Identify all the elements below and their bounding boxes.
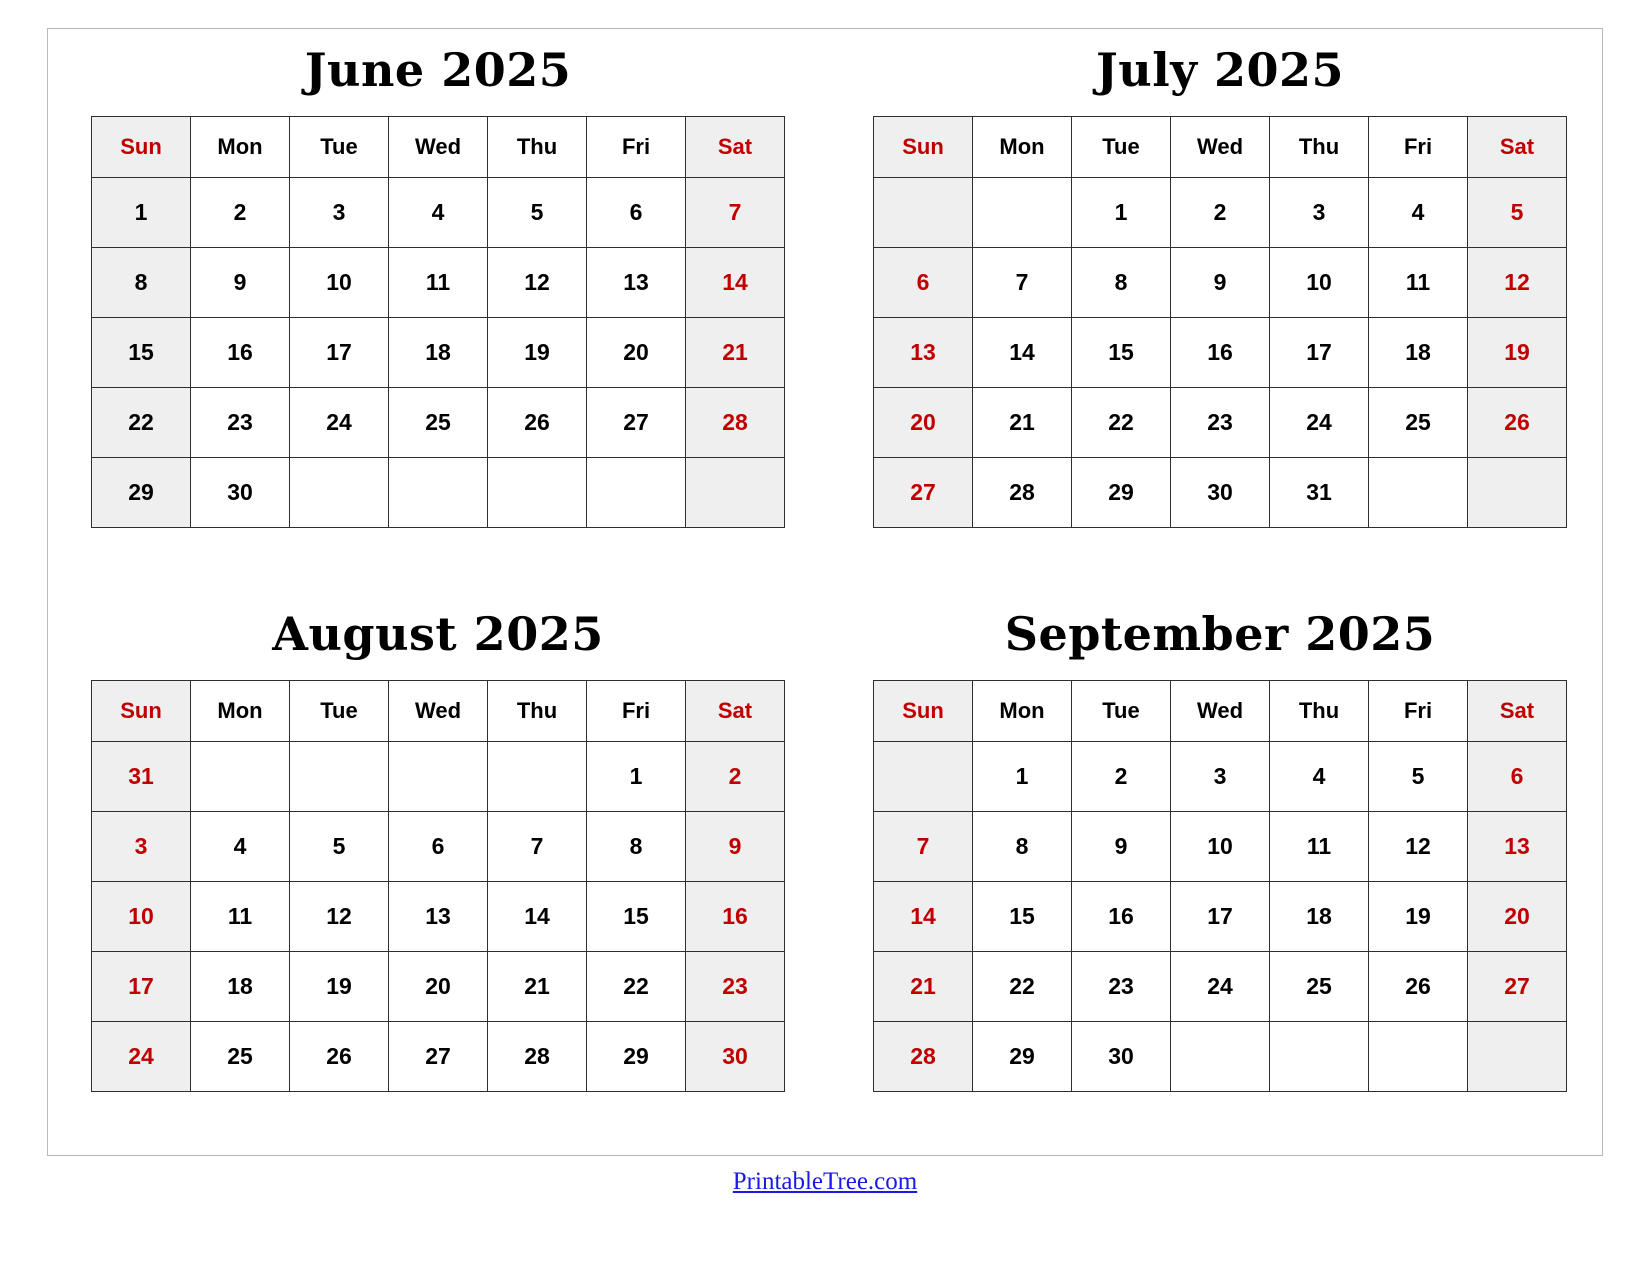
day-cell: 20 bbox=[389, 952, 488, 1022]
day-cell: 1 bbox=[1072, 178, 1171, 248]
footer-website-link[interactable]: PrintableTree.com bbox=[732, 1168, 918, 1195]
weekday-header-mon: Mon bbox=[973, 117, 1072, 178]
day-cell: 21 bbox=[488, 952, 587, 1022]
day-cell: 3 bbox=[1171, 742, 1270, 812]
day-cell bbox=[973, 178, 1072, 248]
weekday-header-tue: Tue bbox=[1072, 681, 1171, 742]
weekday-header-sat: Sat bbox=[1468, 117, 1567, 178]
day-cell: 16 bbox=[1171, 318, 1270, 388]
week-row bbox=[92, 178, 785, 248]
day-cell: 9 bbox=[1171, 248, 1270, 318]
day-cell: 13 bbox=[587, 248, 686, 318]
day-cell: 11 bbox=[1270, 812, 1369, 882]
calendar-table-september bbox=[873, 680, 1567, 1092]
weekday-header-fri: Fri bbox=[587, 681, 686, 742]
week-row bbox=[874, 952, 1567, 1022]
day-cell: 3 bbox=[1270, 178, 1369, 248]
week-row bbox=[874, 388, 1567, 458]
weekday-header-sat: Sat bbox=[686, 117, 785, 178]
day-cell: 31 bbox=[92, 742, 191, 812]
day-cell: 19 bbox=[1369, 882, 1468, 952]
day-cell bbox=[587, 458, 686, 528]
day-cell: 23 bbox=[1171, 388, 1270, 458]
day-cell: 29 bbox=[973, 1022, 1072, 1092]
weekday-header-thu: Thu bbox=[488, 117, 587, 178]
day-cell: 24 bbox=[1171, 952, 1270, 1022]
weekday-header-mon: Mon bbox=[191, 117, 290, 178]
day-cell: 12 bbox=[488, 248, 587, 318]
day-cell: 17 bbox=[92, 952, 191, 1022]
week-row bbox=[874, 1022, 1567, 1092]
weekday-header-row bbox=[874, 681, 1567, 742]
week-row bbox=[92, 318, 785, 388]
day-cell: 13 bbox=[874, 318, 973, 388]
day-cell: 21 bbox=[973, 388, 1072, 458]
day-cell: 20 bbox=[587, 318, 686, 388]
weekday-header-sun: Sun bbox=[874, 681, 973, 742]
weekday-header-mon: Mon bbox=[191, 681, 290, 742]
month-block-july bbox=[829, 28, 1611, 592]
day-cell: 6 bbox=[587, 178, 686, 248]
day-cell bbox=[290, 458, 389, 528]
day-cell: 29 bbox=[92, 458, 191, 528]
day-cell: 22 bbox=[92, 388, 191, 458]
day-cell: 19 bbox=[290, 952, 389, 1022]
weekday-header-fri: Fri bbox=[1369, 681, 1468, 742]
day-cell: 5 bbox=[1369, 742, 1468, 812]
day-cell: 14 bbox=[488, 882, 587, 952]
day-cell: 7 bbox=[874, 812, 973, 882]
month-title: September 2025 bbox=[1004, 607, 1436, 661]
weekday-header-thu: Thu bbox=[1270, 681, 1369, 742]
day-cell: 10 bbox=[1270, 248, 1369, 318]
day-cell: 30 bbox=[191, 458, 290, 528]
day-cell: 9 bbox=[191, 248, 290, 318]
day-cell: 16 bbox=[686, 882, 785, 952]
months-grid bbox=[47, 28, 1603, 1156]
weekday-header-sun: Sun bbox=[92, 681, 191, 742]
day-cell: 29 bbox=[587, 1022, 686, 1092]
day-cell bbox=[1369, 1022, 1468, 1092]
weekday-header-tue: Tue bbox=[1072, 117, 1171, 178]
week-row bbox=[874, 882, 1567, 952]
day-cell: 23 bbox=[686, 952, 785, 1022]
day-cell: 20 bbox=[1468, 882, 1567, 952]
day-cell: 30 bbox=[686, 1022, 785, 1092]
week-row bbox=[874, 248, 1567, 318]
week-row bbox=[92, 812, 785, 882]
day-cell: 14 bbox=[686, 248, 785, 318]
day-cell: 17 bbox=[290, 318, 389, 388]
day-cell: 22 bbox=[587, 952, 686, 1022]
day-cell: 18 bbox=[389, 318, 488, 388]
weekday-header-tue: Tue bbox=[290, 117, 389, 178]
day-cell: 16 bbox=[191, 318, 290, 388]
day-cell: 28 bbox=[488, 1022, 587, 1092]
day-cell: 1 bbox=[973, 742, 1072, 812]
day-cell: 4 bbox=[191, 812, 290, 882]
calendar-table-august bbox=[91, 680, 785, 1092]
day-cell: 15 bbox=[973, 882, 1072, 952]
month-title: June 2025 bbox=[304, 43, 572, 97]
day-cell: 7 bbox=[973, 248, 1072, 318]
day-cell bbox=[389, 742, 488, 812]
day-cell: 25 bbox=[389, 388, 488, 458]
day-cell: 8 bbox=[587, 812, 686, 882]
day-cell: 12 bbox=[290, 882, 389, 952]
weekday-header-sun: Sun bbox=[874, 117, 973, 178]
day-cell: 17 bbox=[1270, 318, 1369, 388]
week-row bbox=[874, 178, 1567, 248]
day-cell: 25 bbox=[1270, 952, 1369, 1022]
weekday-header-wed: Wed bbox=[1171, 681, 1270, 742]
day-cell: 1 bbox=[92, 178, 191, 248]
day-cell: 6 bbox=[874, 248, 973, 318]
day-cell: 27 bbox=[1468, 952, 1567, 1022]
week-row bbox=[92, 1022, 785, 1092]
day-cell bbox=[1468, 458, 1567, 528]
day-cell: 28 bbox=[686, 388, 785, 458]
day-cell bbox=[1369, 458, 1468, 528]
day-cell: 18 bbox=[1270, 882, 1369, 952]
day-cell bbox=[874, 178, 973, 248]
week-row bbox=[92, 882, 785, 952]
day-cell: 13 bbox=[1468, 812, 1567, 882]
weekday-header-row bbox=[874, 117, 1567, 178]
day-cell: 7 bbox=[488, 812, 587, 882]
weekday-header-row bbox=[92, 681, 785, 742]
day-cell: 26 bbox=[1468, 388, 1567, 458]
day-cell: 11 bbox=[1369, 248, 1468, 318]
week-row bbox=[874, 742, 1567, 812]
day-cell: 6 bbox=[389, 812, 488, 882]
day-cell bbox=[290, 742, 389, 812]
weekday-header-wed: Wed bbox=[389, 117, 488, 178]
day-cell: 26 bbox=[488, 388, 587, 458]
day-cell: 22 bbox=[1072, 388, 1171, 458]
day-cell: 27 bbox=[389, 1022, 488, 1092]
day-cell: 22 bbox=[973, 952, 1072, 1022]
day-cell: 4 bbox=[389, 178, 488, 248]
day-cell bbox=[488, 458, 587, 528]
day-cell: 10 bbox=[92, 882, 191, 952]
footer bbox=[0, 1168, 1650, 1196]
day-cell: 18 bbox=[191, 952, 290, 1022]
weekday-header-row bbox=[92, 117, 785, 178]
day-cell: 2 bbox=[1072, 742, 1171, 812]
week-row bbox=[92, 388, 785, 458]
day-cell: 15 bbox=[1072, 318, 1171, 388]
day-cell: 2 bbox=[686, 742, 785, 812]
weekday-header-fri: Fri bbox=[587, 117, 686, 178]
day-cell bbox=[874, 742, 973, 812]
day-cell bbox=[488, 742, 587, 812]
week-row bbox=[92, 952, 785, 1022]
day-cell: 19 bbox=[1468, 318, 1567, 388]
day-cell: 13 bbox=[389, 882, 488, 952]
day-cell: 5 bbox=[488, 178, 587, 248]
day-cell: 26 bbox=[1369, 952, 1468, 1022]
day-cell: 7 bbox=[686, 178, 785, 248]
day-cell: 24 bbox=[1270, 388, 1369, 458]
day-cell bbox=[1270, 1022, 1369, 1092]
day-cell: 24 bbox=[290, 388, 389, 458]
day-cell: 9 bbox=[686, 812, 785, 882]
week-row bbox=[874, 812, 1567, 882]
month-block-september bbox=[829, 592, 1611, 1156]
day-cell: 2 bbox=[1171, 178, 1270, 248]
week-row bbox=[92, 742, 785, 812]
day-cell: 28 bbox=[973, 458, 1072, 528]
day-cell: 17 bbox=[1171, 882, 1270, 952]
weekday-header-thu: Thu bbox=[1270, 117, 1369, 178]
day-cell: 18 bbox=[1369, 318, 1468, 388]
weekday-header-mon: Mon bbox=[973, 681, 1072, 742]
day-cell: 16 bbox=[1072, 882, 1171, 952]
day-cell: 24 bbox=[92, 1022, 191, 1092]
month-block-august bbox=[47, 592, 829, 1156]
day-cell: 25 bbox=[191, 1022, 290, 1092]
day-cell: 30 bbox=[1072, 1022, 1171, 1092]
week-row bbox=[92, 458, 785, 528]
day-cell: 14 bbox=[874, 882, 973, 952]
week-row bbox=[874, 318, 1567, 388]
day-cell: 3 bbox=[290, 178, 389, 248]
day-cell: 26 bbox=[290, 1022, 389, 1092]
day-cell bbox=[1171, 1022, 1270, 1092]
day-cell: 10 bbox=[1171, 812, 1270, 882]
day-cell: 14 bbox=[973, 318, 1072, 388]
day-cell: 21 bbox=[874, 952, 973, 1022]
weekday-header-wed: Wed bbox=[389, 681, 488, 742]
day-cell bbox=[1468, 1022, 1567, 1092]
day-cell: 21 bbox=[686, 318, 785, 388]
day-cell: 25 bbox=[1369, 388, 1468, 458]
day-cell: 11 bbox=[191, 882, 290, 952]
day-cell: 27 bbox=[874, 458, 973, 528]
day-cell: 2 bbox=[191, 178, 290, 248]
day-cell: 23 bbox=[191, 388, 290, 458]
weekday-header-wed: Wed bbox=[1171, 117, 1270, 178]
calendar-table-june bbox=[91, 116, 785, 528]
day-cell: 20 bbox=[874, 388, 973, 458]
day-cell: 10 bbox=[290, 248, 389, 318]
day-cell: 15 bbox=[587, 882, 686, 952]
day-cell: 4 bbox=[1369, 178, 1468, 248]
day-cell: 6 bbox=[1468, 742, 1567, 812]
day-cell: 15 bbox=[92, 318, 191, 388]
day-cell: 5 bbox=[290, 812, 389, 882]
day-cell: 27 bbox=[587, 388, 686, 458]
day-cell: 5 bbox=[1468, 178, 1567, 248]
day-cell: 28 bbox=[874, 1022, 973, 1092]
month-title: July 2025 bbox=[1096, 43, 1344, 97]
day-cell: 12 bbox=[1369, 812, 1468, 882]
weekday-header-fri: Fri bbox=[1369, 117, 1468, 178]
day-cell: 31 bbox=[1270, 458, 1369, 528]
week-row bbox=[92, 248, 785, 318]
day-cell: 8 bbox=[973, 812, 1072, 882]
day-cell: 1 bbox=[587, 742, 686, 812]
day-cell: 29 bbox=[1072, 458, 1171, 528]
day-cell: 12 bbox=[1468, 248, 1567, 318]
weekday-header-tue: Tue bbox=[290, 681, 389, 742]
day-cell: 3 bbox=[92, 812, 191, 882]
day-cell bbox=[686, 458, 785, 528]
month-title: August 2025 bbox=[272, 607, 604, 661]
weekday-header-sun: Sun bbox=[92, 117, 191, 178]
weekday-header-sat: Sat bbox=[686, 681, 785, 742]
day-cell bbox=[389, 458, 488, 528]
weekday-header-thu: Thu bbox=[488, 681, 587, 742]
day-cell: 19 bbox=[488, 318, 587, 388]
day-cell: 11 bbox=[389, 248, 488, 318]
weekday-header-sat: Sat bbox=[1468, 681, 1567, 742]
day-cell: 23 bbox=[1072, 952, 1171, 1022]
day-cell: 8 bbox=[92, 248, 191, 318]
week-row bbox=[874, 458, 1567, 528]
calendar-table-july bbox=[873, 116, 1567, 528]
day-cell: 30 bbox=[1171, 458, 1270, 528]
day-cell: 4 bbox=[1270, 742, 1369, 812]
day-cell: 8 bbox=[1072, 248, 1171, 318]
month-block-june bbox=[47, 28, 829, 592]
day-cell bbox=[191, 742, 290, 812]
day-cell: 9 bbox=[1072, 812, 1171, 882]
